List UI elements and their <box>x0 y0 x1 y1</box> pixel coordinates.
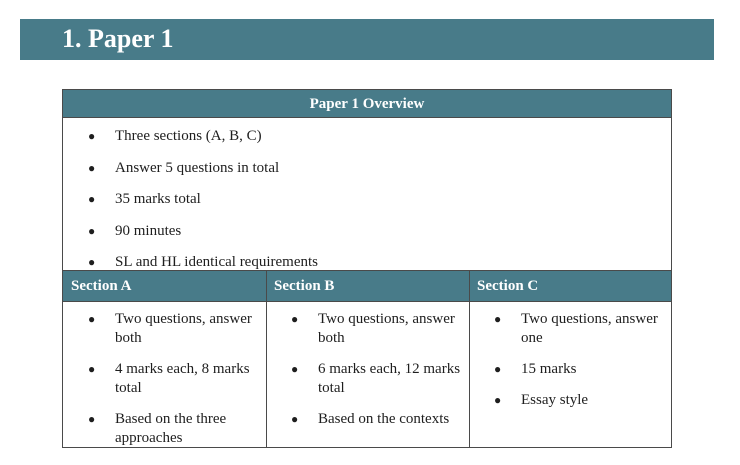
list-item: ● Three sections (A, B, C) <box>88 128 262 144</box>
section-c-list <box>494 310 661 422</box>
bullet-icon: ● <box>88 412 96 426</box>
section-a-heading: Section A <box>71 278 132 294</box>
section-header-row <box>63 270 671 302</box>
bullet-icon: ● <box>291 412 299 426</box>
bullet-icon: ● <box>291 312 299 326</box>
list-item: ● Two questions, answer one <box>494 311 658 346</box>
overview-header <box>63 90 671 118</box>
section-a-list <box>88 310 263 460</box>
list-item: ● 35 marks total <box>88 191 201 207</box>
bullet-icon: ● <box>291 362 299 376</box>
column-divider <box>266 270 267 448</box>
column-divider <box>469 270 470 448</box>
list-item: ● Based on the contexts <box>291 411 450 427</box>
list-item: ● 6 marks each, 12 marks total <box>291 361 461 396</box>
list-item: ● Two questions, answer both <box>291 311 455 346</box>
slide-title: 1. Paper 1 <box>62 24 174 53</box>
list-item: ● Answer 5 questions in total <box>88 159 280 176</box>
bullet-icon: ● <box>88 312 96 326</box>
paper-overview-table <box>62 89 672 448</box>
bullet-icon: ● <box>88 160 96 175</box>
bullet-icon: ● <box>88 255 96 269</box>
bullet-icon: ● <box>494 393 502 407</box>
list-item: ● 15 marks <box>494 361 577 377</box>
list-item: ● SL and HL identical requirements <box>88 254 318 270</box>
section-b-heading: Section B <box>274 278 335 294</box>
bullet-icon: ● <box>494 312 502 326</box>
bullet-icon: ● <box>88 129 96 143</box>
section-c-heading: Section C <box>477 278 539 294</box>
list-item: ● 90 minutes <box>88 222 182 239</box>
bullet-icon: ● <box>494 362 502 376</box>
bullet-icon: ● <box>88 362 96 376</box>
bullet-icon: ● <box>88 192 96 206</box>
list-item: ● Essay style <box>494 392 589 408</box>
overview-list <box>88 127 655 285</box>
slide-header <box>20 19 714 60</box>
list-item: ● Two questions, answer both <box>88 311 252 346</box>
bullet-icon: ● <box>88 223 96 238</box>
overview-title: Paper 1 Overview <box>309 96 425 112</box>
section-b-list <box>291 310 466 441</box>
list-item: ● Based on the three approaches <box>88 411 227 446</box>
list-item: ● 4 marks each, 8 marks total <box>88 361 250 396</box>
